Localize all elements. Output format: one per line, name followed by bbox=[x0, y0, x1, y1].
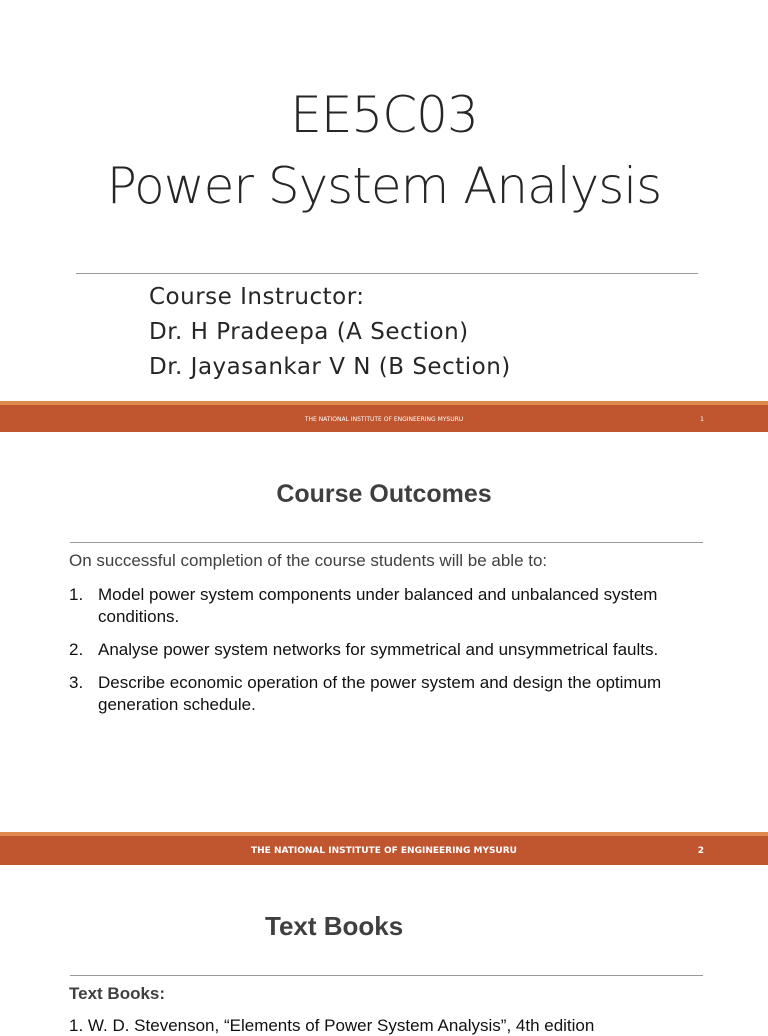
outcome-text: Analyse power system networks for symmetrical and unsymmetrical faults. bbox=[98, 640, 659, 659]
title-divider bbox=[70, 975, 703, 976]
slide-3 bbox=[0, 865, 768, 1035]
slide-1 bbox=[0, 0, 768, 404]
footer-page-number: 1 bbox=[700, 416, 704, 423]
slide-2-footer bbox=[0, 832, 768, 865]
textbook-item: 1. W. D. Stevenson, “Elements of Power System Analysis”, 4th edition bbox=[69, 1016, 595, 1035]
slide-title: Text Books bbox=[265, 911, 404, 941]
course-title: Power System Analysis bbox=[106, 157, 662, 215]
outcomes-intro: On successful completion of the course students will be able to: bbox=[69, 551, 548, 570]
slide-title: Course Outcomes bbox=[276, 480, 492, 508]
list-number: 3. bbox=[69, 673, 84, 692]
outcomes-list bbox=[69, 584, 689, 727]
course-code: EE5C03 bbox=[290, 86, 478, 144]
list-item bbox=[69, 584, 689, 628]
instructor-b-section: Dr. Jayasankar V N (B Section) bbox=[149, 354, 511, 380]
instructor-a-section: Dr. H Pradeepa (A Section) bbox=[149, 319, 469, 345]
list-number: 1. bbox=[69, 585, 84, 604]
footer-institute-name: THE NATIONAL INSTITUTE OF ENGINEERING MYSURU bbox=[304, 416, 464, 423]
list-item bbox=[69, 639, 689, 661]
footer-page-number: 2 bbox=[697, 846, 704, 856]
outcome-text: Model power system components under balanced and unbalanced system conditions. bbox=[98, 585, 658, 626]
title-divider bbox=[76, 273, 698, 274]
title-divider bbox=[70, 542, 703, 543]
textbooks-subtitle: Text Books: bbox=[69, 984, 166, 1003]
instructor-label: Course Instructor: bbox=[149, 284, 365, 310]
slide-2 bbox=[0, 432, 768, 832]
footer-institute-name: THE NATIONAL INSTITUTE OF ENGINEERING MYSURU bbox=[251, 846, 517, 856]
outcome-text: Describe economic operation of the power system and design the optimum generation schedule. bbox=[98, 673, 662, 714]
list-number: 2. bbox=[69, 640, 84, 659]
slide-1-footer bbox=[0, 401, 768, 432]
list-item bbox=[69, 672, 689, 716]
